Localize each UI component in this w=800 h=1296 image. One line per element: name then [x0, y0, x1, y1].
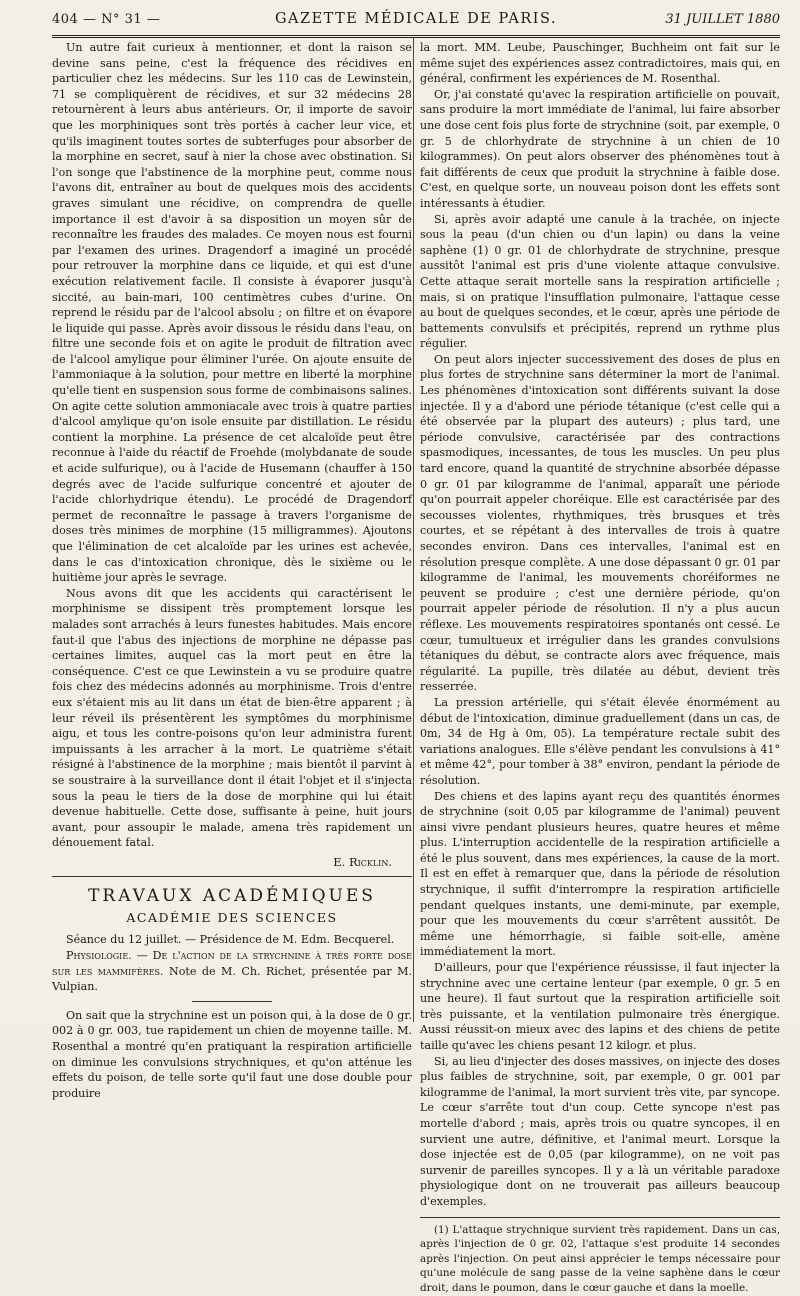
article-paragraph: Or, j'ai constaté qu'avec la respiration artificielle on pouvait, sans produire la mort immédiate de l'animal, lui faire absorber une dose cent fois plus forte de strychnine (soit, par exemple, 0 gr. 5 de chlorhydrate de strychnine à un chien de 10 kilogrammes). On peut alors observer des phénomènes tout à fait différents de ceux que produit la strychnine à faible dose. C'est, en quelque sorte, un nouveau poison dont les effets sont intéressants à étudier. — [420, 87, 780, 210]
article-paragraph: Des chiens et des lapins ayant reçu des quantités énormes de strychnine (soit 0,05 par kilogramme de l'animal) peuvent ainsi vivre pendant plusieurs heures, quatre heures et même plus. L'interruption accidentelle de la respiration artificielle a été le plus souvent, dans mes expériences, la cause de la mort. Il est en effet à remarquer que, dans la période de résolution strychnique, il suffit d'interrompre la respiration artificielle pendant quelques instants, une demi-minute, par exemple, pour que les mouvements du cœur s'arrêtent aussitôt. De même une hémorrhagie, si faible soit-elle, amène immédiatement la mort. — [420, 789, 780, 959]
issue-number: — N° 31 — — [82, 12, 161, 27]
left-column — [52, 40, 412, 1100]
footnote — [420, 1223, 780, 1296]
short-rule — [192, 1001, 272, 1002]
author-signature: E. Ricklin. — [333, 854, 392, 869]
article-paragraph: Si, après avoir adapté une canule à la trachée, on injecte sous la peau (d'un chien ou d'un lapin) ou dans la veine saphène (1) 0 gr. 01 de chlorhydrate de strychnine, presque aussitôt l'animal est pris d'une violente attaque convulsive. Cette attaque serait mortelle sans la respiration artificielle ; mais, si on pratique l'insufflation pulmonaire, l'attaque cesse au bout de quelques secondes, et le cœur, après une période de battements convulsifs et précipités, reprend un rythme plus régulier. — [420, 212, 780, 351]
article-paragraph: La pression artérielle, qui s'était élevée énormément au début de l'intoxication, diminue graduellement (dans un cas, de 0m, 34 de Hg à 0m, 05). La température rectale subit des variations analogues. Elle s'élève pendant les convulsions à 41° et même 42°, pour tomber à 38° environ, pendant la période de résolution. — [420, 695, 780, 787]
physio-note: Note de M. Ch. Richet, présentée par M. Vulpian. — [52, 964, 412, 994]
physio-label: Physiologie. — [66, 949, 132, 963]
article-paragraph: Un autre fait curieux à mentionner, et dont la raison se devine sans peine, c'est la fréquence des récidives en particulier chez les médecins. Sur les 110 cas de Lewinstein, 71 se compliquèrent de récidives, et sur 32 médecins 28 retournèrent à leurs abus antérieurs. Or, il importe de savoir que les morphiniques sont très portés à cacher leur vice, et qu'ils imaginent toutes sortes de subterfuges pour absorber de la morphine en secret, sauf à nier la chose avec obstination. Si l'on songe que l'abstinence de la morphine peut, comme nous l'avons dit, entraîner au bout de quelques mois des accidents graves simulant une récidive, on comprendra de quelle importance il est d'avoir à sa disposition un moyen sûr de reconnaître les fraudes des malades. Ce moyen nous est fourni par l'examen des urines. Dragendorf a imaginé un procédé pour retrouver la morphine dans ce liquide, et qui est d'une exécution relativement facile. Il consiste à évaporer jusqu'à siccité, au bain-mari, 100 centimètres cubes d'urine. On reprend le résidu par de l'alcool absolu ; on filtre et on évapore le liquide qui passe. Après avoir dissous le résidu dans l'eau, on filtre une seconde fois et on agite le produit de filtration avec de l'alcool amylique pour éliminer l'urée. On ajoute ensuite de l'ammoniaque à la solution, pour mettre en liberté la morphine qu'elle tient en suspension sous forme de combinaisons salines. On agite cette solution ammoniacale avec trois à quatre parties d'alcool amylique qu'on isole ensuite par distillation. Le résidu contient la morphine. La présence de cet alcaloïde peut être reconnue à l'aide du réactif de Froehde (molybdanate de soude et acide sulfurique), ou à l'acide de Husemann (chauffer à 150 degrés avec de l'acide sulfurique concentré et ajouter de l'acide chlorhydrique étendu). Le procédé de Dragendorf permet de reconnaître le passage à travers l'organisme de doses très minimes de morphine (15 milligrammes). Ajoutons que l'élimination de cet alcaloïde par les urines est achevée, dans le cas d'intoxication chronique, dès le sixième ou le huitième jour après le sevrage. — [52, 41, 412, 585]
article-paragraph: Si, au lieu d'injecter des doses massives, on injecte des doses plus faibles de strychnine, soit, par exemple, 0 gr. 001 par kilogramme de l'animal, la mort survient très vite, par syncope. Le cœur s'arrête tout d'un coup. Cette syncope n'est pas mortelle d'abord ; mais, après trois ou quatre syncopes, il en survient une autre, définitive, et l'animal meurt. Lorsque la dose injectée est de 0,05 (par kilogramme), on ne voit pas survenir de pareilles syncopes. Il y a là un véritable paradoxe physiologique dont on ne trouverait pas ailleurs beaucoup d'exemples. — [420, 1054, 780, 1208]
article-paragraph: Nous avons dit que les accidents qui caractérisent le morphinisme se dissipent très promptement lorsque les malades sont arrachés à leurs funestes habitudes. Mais encore faut-il que l'abus des injections de morphine ne dépasse pas certaines limites, auquel cas la mort peut en être la conséquence. C'est ce que Lewinstein a vu se produire quatre fois chez des médecins adonnés au morphinisme. Trois d'entre eux s'étaient mis au lit dans un état de bien-être apparent ; à leur réveil ils présentèrent les symptômes du morphinisme aigu, et tous les contre-poisons qu'on leur administra furent impuissants à les arracher à la mort. Le quatrième s'était résigné à l'abstinence de la morphine ; mais bientôt il parvint à se soustraire à la surveillance dont il était l'objet et il s'injecta sous la peau le tiers de la dose de morphine qui lui était devenue habituelle. Cette dose, suffisante à peine, huit jours avant, pour assoupir le malade, amena très rapidement un dénouement fatal. — [52, 586, 412, 850]
journal-title: GAZETTE MÉDICALE DE PARIS. — [274, 11, 558, 27]
footnote-rule — [420, 1217, 780, 1218]
article-paragraph: D'ailleurs, pour que l'expérience réussisse, il faut injecter la strychnine avec une certaine lenteur (par exemple, 0 gr. 5 en une heure). Il faut surtout que la respiration artificielle soit très puissante, et la ventilation pulmonaire très énergique. Aussi réussit-on mieux avec des lapins et des chiens de petite taille qu'avec les chiens pesant 12 kilogr. et plus. — [420, 961, 780, 1052]
column-divider — [413, 38, 414, 1022]
article-paragraph: On sait que la strychnine est un poison qui, à la dose de 0 gr. 002 à 0 gr. 003, tue rapidement un chien de moyenne taille. M. Rosenthal a montré qu'en pratiquant la respiration artificielle on diminue les convulsions strychniques, et qu'on atténue les effets du poison, de telle sorte qu'il faut une dose double pour produire — [52, 1008, 412, 1100]
article-paragraph: On peut alors injecter successivement des doses de plus en plus fortes de strychnine sans déterminer la mort de l'animal. Les phénomènes d'intoxication sont différents suivant la dose injectée. Il y a d'abord une période tétanique (c'est celle qui a été observée par la plupart des auteurs) ; plus tard, une période convulsive, caractérisée par des contractions spasmodiques, incessantes, de tous les muscles. Un peu plus tard encore, quand la quantité de strychnine absorbée dépasse 0 gr. 01 par kilogramme de l'animal, apparaît une période qu'on pourrait appeler choréique. Elle est caractérisée par des secousses violentes, rhythmiques, très brusques et très courtes, et se répétant à des intervalles de trois à quatre secondes environ. Dans ces intervalles, l'animal est en résolution presque complète. A une dose dépassant 0 gr. 01 par kilogramme de l'animal, les mouvements choréiformes ne peuvent se produire ; c'est une dernière période, qu'on pourrait appeler période de résolution. Il n'y a plus aucun réflexe. Les mouvements respiratoires spontanés ont cessé. Le cœur, tumultueux et irrégulier dans les grandes convulsions tétaniques du début, se contracte alors avec fréquence, mais régularité. La pupille, très dilatée au début, devient très resserrée. — [420, 352, 780, 694]
communication-heading — [52, 948, 412, 995]
page-header — [52, 8, 780, 32]
footnote-text: (1) L'attaque strychnique survient très rapidement. Dans un cas, après l'injection de 0 gr. 02, l'attaque s'est produite 14 secondes après l'injection. On peut ainsi apprécier le temps nécessaire pour qu'une molécule de sang passe de la veine saphène dans le cœur droit, dans le poumon, dans le cœur gauche et dans la moelle. — [420, 1223, 780, 1294]
seance-line: Séance du 12 juillet. — Présidence de M. Edm. Becquerel. — [66, 933, 395, 947]
header-rule — [52, 35, 780, 38]
article-paragraph: la mort. MM. Leube, Pauschinger, Buchheim ont fait sur le même sujet des expériences assez contradictoires, mais qui, en général, confirment les expériences de M. Rosenthal. — [420, 41, 780, 86]
physio-title: — De l'action de la strychnine à très forte dose sur les mammifères. — [52, 949, 412, 978]
issue-date: 31 JUILLET 1880 — [665, 12, 780, 27]
section-title: TRAVAUX ACADÉMIQUES — [88, 886, 376, 907]
right-column — [420, 40, 780, 1294]
section-subtitle: ACADÉMIE DES SCIENCES — [126, 910, 338, 926]
section-rule — [52, 876, 412, 877]
page-number: 404 — [52, 12, 79, 27]
